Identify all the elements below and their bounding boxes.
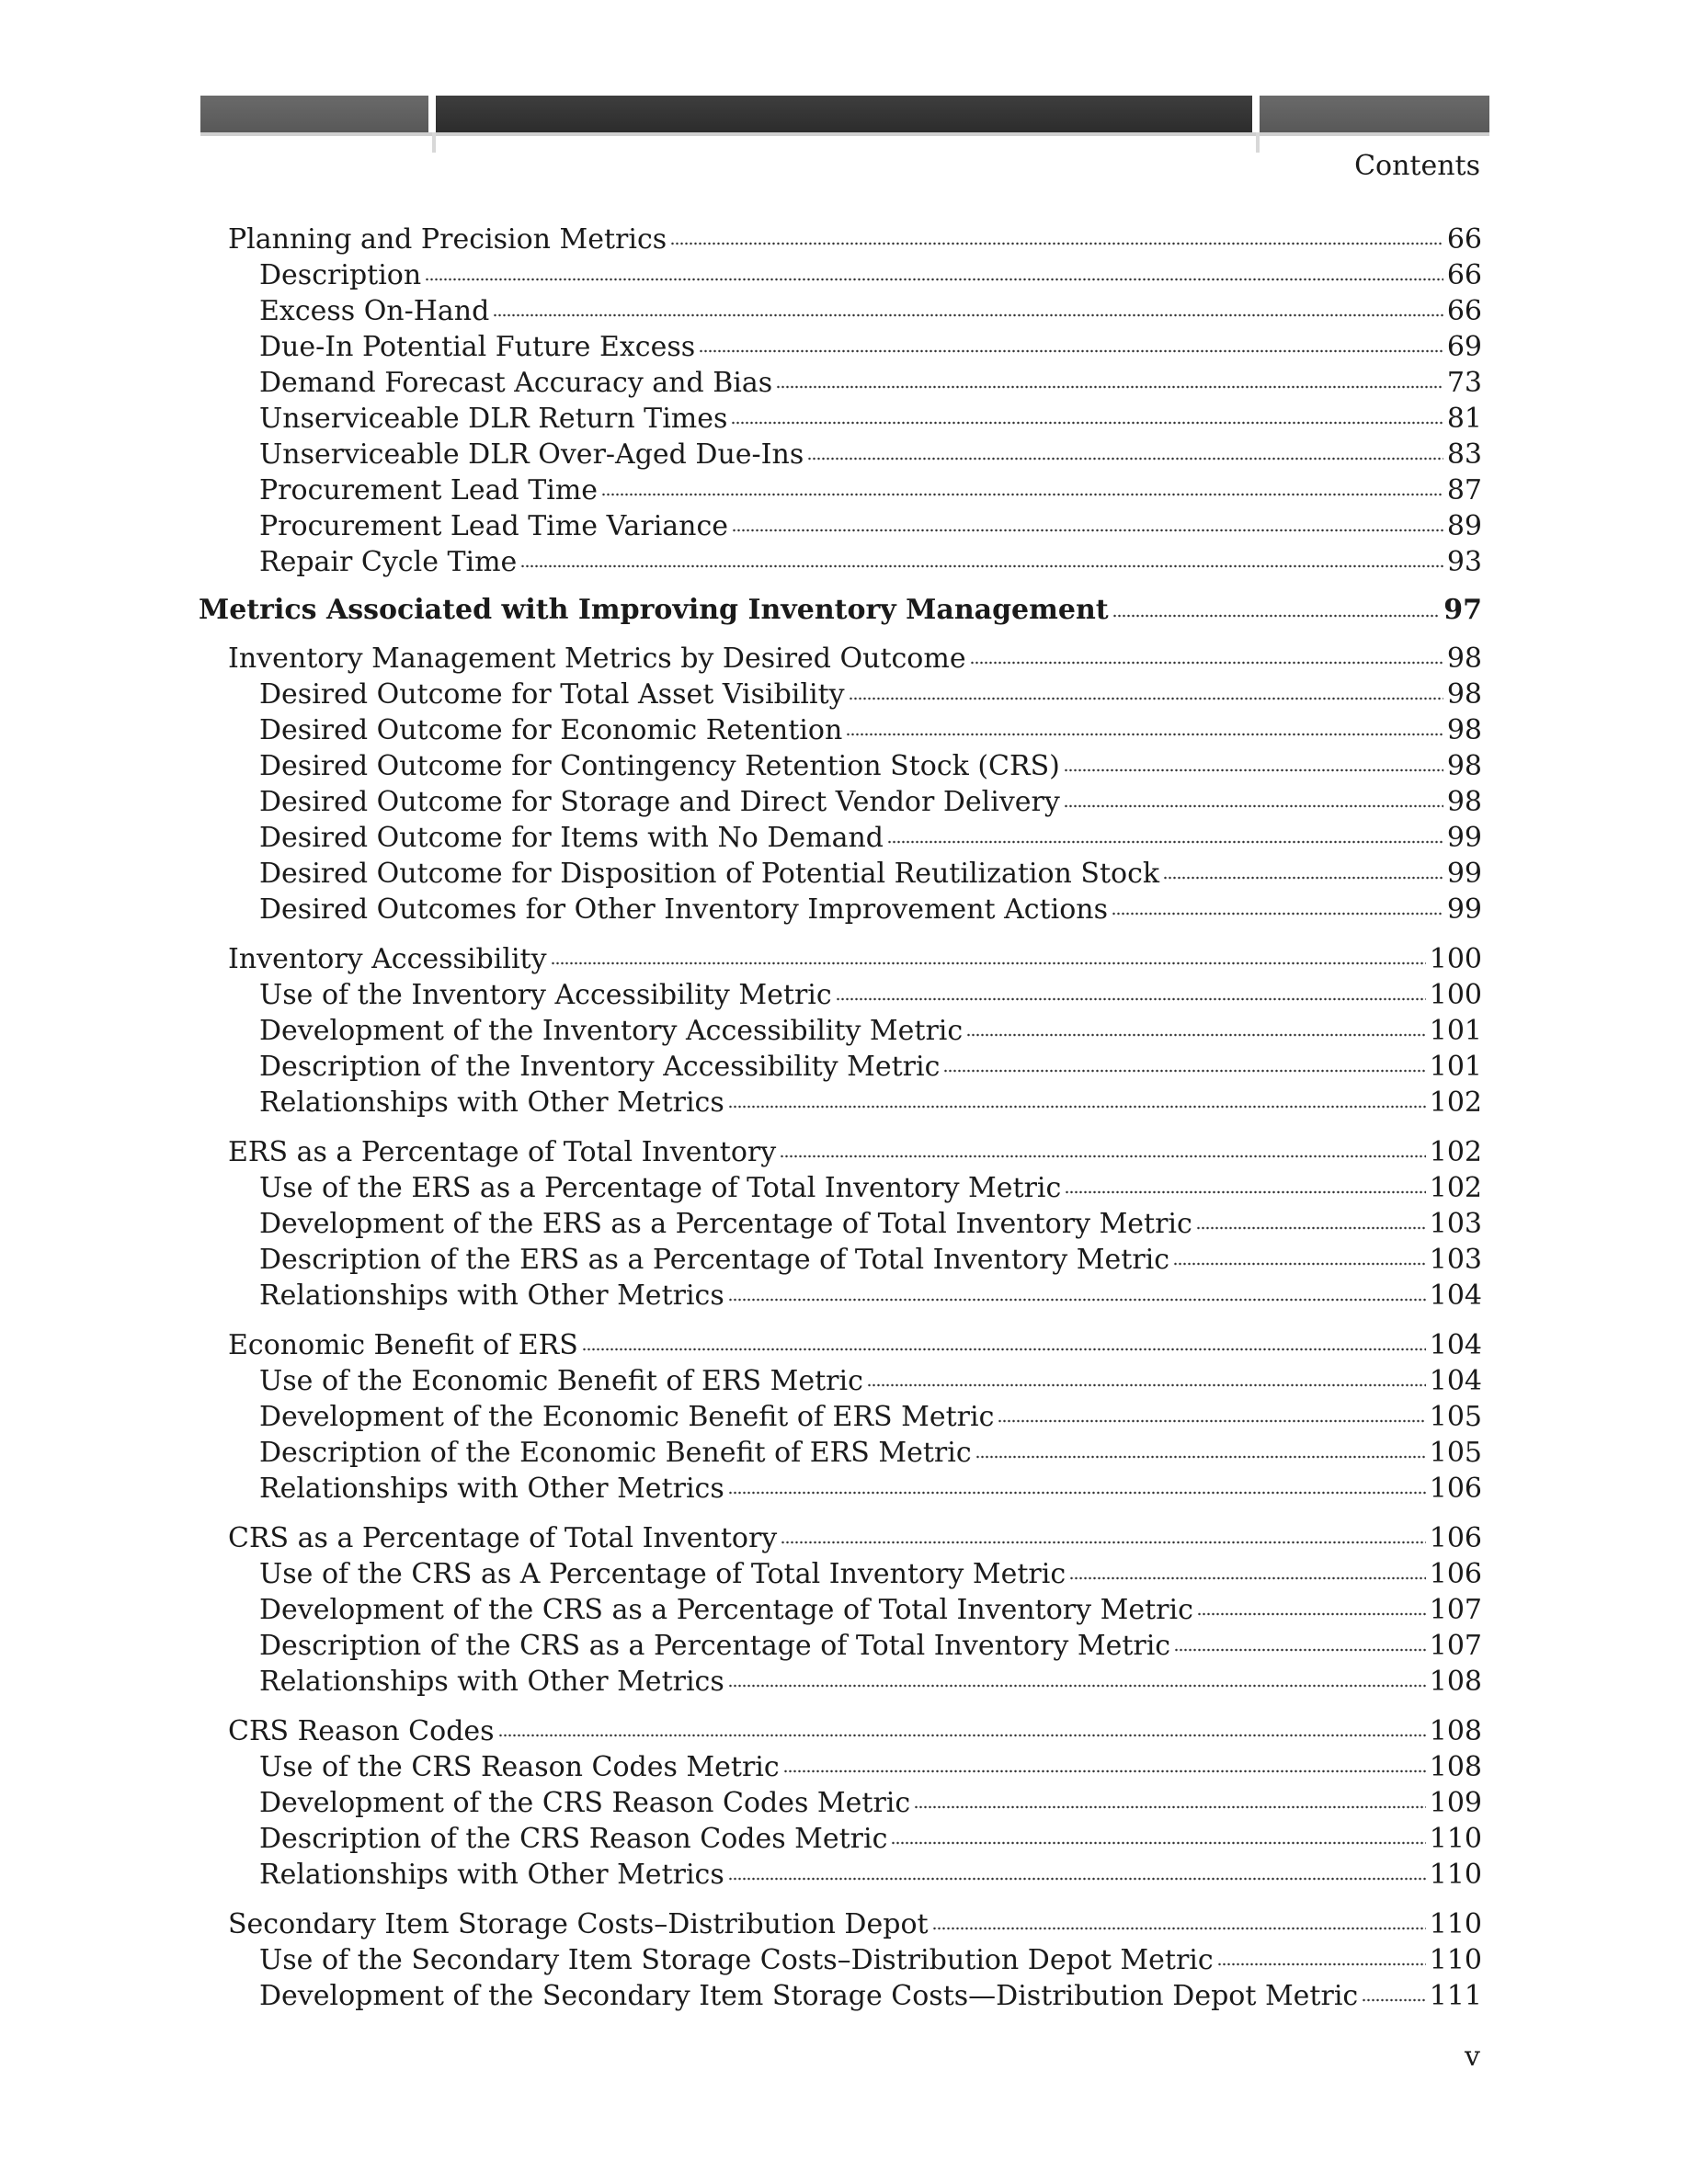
toc-entry[interactable] <box>199 1327 1482 1363</box>
toc-dot-leader <box>670 240 1443 247</box>
toc-dot-leader <box>836 995 1426 1003</box>
toc-entry-page: 99 <box>1446 893 1482 926</box>
toc-entry[interactable] <box>199 977 1482 1013</box>
toc-entry[interactable] <box>199 1821 1482 1857</box>
header-bar <box>200 96 1489 136</box>
toc-entry-page: 99 <box>1446 858 1482 890</box>
toc-entry-page: 87 <box>1446 474 1482 506</box>
toc-entry-page: 110 <box>1429 1823 1482 1855</box>
toc-entry[interactable] <box>199 401 1482 437</box>
toc-entry[interactable] <box>199 820 1482 856</box>
toc-dot-leader <box>914 1803 1426 1811</box>
toc-entry-title: Development of the ERS as a Percentage of Total Inventory Metric <box>259 1208 1192 1240</box>
toc-entry-page: 104 <box>1429 1280 1482 1312</box>
toc-dot-leader <box>493 312 1443 319</box>
toc-entry-page: 66 <box>1446 223 1482 256</box>
toc-dot-leader <box>1112 910 1443 917</box>
toc-entry-title: Use of the Secondary Item Storage Costs–Distribution Depot Metric <box>259 1944 1214 1976</box>
toc-dot-leader <box>970 659 1443 666</box>
toc-entry-title: Desired Outcome for Economic Retention <box>259 714 843 746</box>
table-of-contents <box>199 222 1482 2014</box>
toc-entry[interactable] <box>199 784 1482 820</box>
toc-entry-title: Desired Outcome for Disposition of Potential Reutilization Stock <box>259 858 1160 890</box>
toc-entry-page: 98 <box>1446 678 1482 711</box>
toc-entry-title: Desired Outcome for Total Asset Visibility <box>259 678 845 711</box>
toc-dot-leader <box>807 455 1443 462</box>
toc-entry-page: 102 <box>1429 1136 1482 1168</box>
toc-entry-page: 107 <box>1429 1630 1482 1662</box>
toc-dot-leader <box>867 1382 1426 1389</box>
toc-entry[interactable] <box>199 1278 1482 1314</box>
toc-dot-leader <box>849 695 1443 702</box>
toc-entry-title: Relationships with Other Metrics <box>259 1473 724 1505</box>
toc-dot-leader <box>975 1453 1426 1461</box>
toc-dot-leader <box>1174 1646 1426 1654</box>
toc-dot-leader <box>728 1682 1426 1689</box>
toc-entry-title: Economic Benefit of ERS <box>228 1329 578 1361</box>
toc-entry[interactable] <box>199 748 1482 784</box>
toc-entry[interactable] <box>199 856 1482 892</box>
toc-entry-title: Development of the Economic Benefit of ERS Metric <box>259 1401 995 1433</box>
toc-dot-leader <box>520 563 1443 570</box>
toc-entry-title: Relationships with Other Metrics <box>259 1859 724 1891</box>
toc-dot-leader <box>1064 802 1443 810</box>
toc-entry-title: Relationships with Other Metrics <box>259 1280 724 1312</box>
toc-dot-leader <box>425 276 1443 283</box>
toc-entry[interactable] <box>199 222 1482 257</box>
toc-dot-leader <box>699 347 1443 355</box>
toc-entry[interactable] <box>199 1785 1482 1821</box>
toc-dot-leader <box>1163 874 1443 882</box>
toc-entry-page: 104 <box>1429 1365 1482 1397</box>
toc-entry[interactable] <box>199 712 1482 748</box>
toc-entry-title: Unserviceable DLR Over-Aged Due-Ins <box>259 438 804 471</box>
toc-entry-page: 110 <box>1429 1859 1482 1891</box>
toc-dot-leader <box>728 1489 1426 1496</box>
toc-entry-page: 66 <box>1446 295 1482 327</box>
toc-entry-title: Description of the ERS as a Percentage of Total Inventory Metric <box>259 1244 1170 1276</box>
toc-entry-page: 106 <box>1429 1558 1482 1590</box>
toc-entry-title: Secondary Item Storage Costs–Distribution Depot <box>228 1908 929 1940</box>
toc-dot-leader <box>731 419 1443 427</box>
toc-entry-page: 99 <box>1446 822 1482 854</box>
toc-entry-page: 73 <box>1446 367 1482 399</box>
toc-entry-page: 102 <box>1429 1086 1482 1119</box>
toc-entry-title: Use of the ERS as a Percentage of Total Inventory Metric <box>259 1172 1062 1204</box>
toc-dot-leader <box>943 1067 1425 1075</box>
toc-entry-title: Use of the CRS as A Percentage of Total Inventory Metric <box>259 1558 1066 1590</box>
toc-entry-page: 100 <box>1429 979 1482 1011</box>
toc-dot-leader <box>783 1768 1426 1775</box>
toc-entry-page: 108 <box>1429 1751 1482 1783</box>
toc-entry[interactable] <box>199 1906 1482 1942</box>
toc-dot-leader <box>891 1839 1425 1847</box>
toc-entry-page: 108 <box>1429 1715 1482 1747</box>
toc-entry[interactable] <box>199 544 1482 580</box>
header-tick-right <box>1256 132 1260 153</box>
toc-entry-title: Inventory Management Metrics by Desired Outcome <box>228 643 966 675</box>
toc-entry-page: 105 <box>1429 1401 1482 1433</box>
toc-dot-leader <box>728 1875 1426 1883</box>
toc-entry-title: Procurement Lead Time Variance <box>259 510 729 542</box>
toc-entry-page: 98 <box>1446 750 1482 782</box>
toc-entry-page: 100 <box>1429 943 1482 975</box>
toc-dot-leader <box>1069 1575 1426 1582</box>
toc-entry-title: Description of the CRS as a Percentage of Total Inventory Metric <box>259 1630 1171 1662</box>
toc-entry[interactable] <box>199 1206 1482 1242</box>
toc-dot-leader <box>1173 1260 1426 1268</box>
toc-entry[interactable] <box>199 1399 1482 1435</box>
toc-entry[interactable] <box>199 1471 1482 1507</box>
toc-entry-page: 103 <box>1429 1208 1482 1240</box>
toc-entry-title: Development of the CRS Reason Codes Metric <box>259 1787 911 1819</box>
toc-entry[interactable] <box>199 257 1482 293</box>
toc-entry-title: Demand Forecast Accuracy and Bias <box>259 367 773 399</box>
toc-dot-leader <box>1217 1961 1426 1968</box>
toc-entry-title: Development of the CRS as a Percentage of Total Inventory Metric <box>259 1594 1193 1626</box>
toc-dot-leader <box>728 1103 1426 1110</box>
toc-entry-page: 98 <box>1446 714 1482 746</box>
toc-entry-title: Use of the Economic Benefit of ERS Metric <box>259 1365 863 1397</box>
toc-entry-title: Metrics Associated with Improving Inventory Management <box>199 594 1109 626</box>
toc-entry[interactable] <box>199 1749 1482 1785</box>
toc-entry-page: 109 <box>1429 1787 1482 1819</box>
toc-entry[interactable] <box>199 508 1482 544</box>
toc-entry-title: Procurement Lead Time <box>259 474 599 506</box>
toc-dot-leader <box>1065 1189 1425 1196</box>
toc-entry-title: Relationships with Other Metrics <box>259 1086 724 1119</box>
toc-dot-leader <box>1197 1610 1426 1618</box>
toc-entry[interactable] <box>199 941 1482 977</box>
header-tick-left <box>432 132 436 153</box>
toc-entry-title: Description of the Economic Benefit of ERS Metric <box>259 1437 972 1469</box>
toc-dot-leader <box>932 1925 1426 1932</box>
toc-entry[interactable] <box>199 892 1482 927</box>
toc-entry-title: Planning and Precision Metrics <box>228 223 667 256</box>
toc-entry[interactable] <box>199 1134 1482 1170</box>
header-bar-right-segment <box>1260 96 1489 132</box>
toc-entry-page: 101 <box>1429 1051 1482 1083</box>
toc-entry-page: 101 <box>1429 1015 1482 1047</box>
toc-entry[interactable] <box>199 1170 1482 1206</box>
toc-entry-title: CRS Reason Codes <box>228 1715 495 1747</box>
toc-dot-leader <box>601 491 1443 498</box>
toc-entry-page: 103 <box>1429 1244 1482 1276</box>
toc-entry[interactable] <box>199 365 1482 401</box>
toc-entry-title: ERS as a Percentage of Total Inventory <box>228 1136 777 1168</box>
toc-entry[interactable] <box>199 1857 1482 1893</box>
toc-entry-title: Description of the Inventory Accessibility Metric <box>259 1051 941 1083</box>
toc-entry[interactable] <box>199 1049 1482 1085</box>
toc-entry-page: 69 <box>1446 331 1482 363</box>
toc-entry-page: 83 <box>1446 438 1482 471</box>
toc-dot-leader <box>728 1296 1426 1303</box>
toc-dot-leader <box>780 1153 1426 1160</box>
toc-entry-title: Description of the CRS Reason Codes Metric <box>259 1823 888 1855</box>
toc-dot-leader <box>1362 1996 1426 2004</box>
toc-entry-page: 107 <box>1429 1594 1482 1626</box>
toc-entry[interactable] <box>199 1520 1482 1556</box>
toc-entry-page: 106 <box>1429 1473 1482 1505</box>
toc-entry-page: 98 <box>1446 786 1482 818</box>
toc-entry[interactable] <box>199 1242 1482 1278</box>
toc-entry[interactable] <box>199 1942 1482 1978</box>
toc-entry-title: Relationships with Other Metrics <box>259 1666 724 1698</box>
toc-entry[interactable] <box>199 1713 1482 1749</box>
toc-entry[interactable] <box>199 1435 1482 1471</box>
toc-entry-title: Excess On-Hand <box>259 295 490 327</box>
toc-entry-page: 81 <box>1446 403 1482 435</box>
toc-dot-leader <box>846 731 1443 738</box>
toc-entry-page: 89 <box>1446 510 1482 542</box>
toc-dot-leader <box>1064 767 1443 774</box>
toc-entry[interactable] <box>199 1664 1482 1700</box>
toc-dot-leader <box>551 960 1426 967</box>
toc-entry-page: 110 <box>1429 1944 1482 1976</box>
toc-entry[interactable] <box>199 641 1482 677</box>
toc-dot-leader <box>781 1539 1426 1546</box>
toc-entry-page: 93 <box>1446 546 1482 578</box>
toc-entry-title: Inventory Accessibility <box>228 943 547 975</box>
toc-dot-leader <box>887 838 1443 846</box>
toc-dot-leader <box>998 1417 1425 1425</box>
header-bar-middle-segment <box>436 96 1252 132</box>
toc-entry-page: 98 <box>1446 643 1482 675</box>
toc-dot-leader <box>582 1346 1426 1353</box>
toc-entry-page: 105 <box>1429 1437 1482 1469</box>
toc-entry-title: Repair Cycle Time <box>259 546 518 578</box>
toc-dot-leader <box>498 1732 1426 1739</box>
toc-entry[interactable] <box>199 293 1482 329</box>
toc-entry-page: 102 <box>1429 1172 1482 1204</box>
toc-dot-leader <box>776 383 1443 391</box>
header-bar-shadow <box>200 132 1489 136</box>
toc-entry-page: 110 <box>1429 1908 1482 1940</box>
toc-entry[interactable] <box>199 1592 1482 1628</box>
toc-entry-page: 104 <box>1429 1329 1482 1361</box>
toc-entry-title: Desired Outcome for Storage and Direct Vendor Delivery <box>259 786 1060 818</box>
toc-entry[interactable] <box>199 591 1482 630</box>
header-bar-left-segment <box>200 96 428 132</box>
toc-entry-title: Description <box>259 259 422 291</box>
toc-entry[interactable] <box>199 1013 1482 1049</box>
toc-entry-title: Use of the Inventory Accessibility Metric <box>259 979 832 1011</box>
toc-entry-page: 97 <box>1443 594 1482 626</box>
toc-entry-title: Desired Outcomes for Other Inventory Improvement Actions <box>259 893 1108 926</box>
toc-entry[interactable] <box>199 1978 1482 2014</box>
toc-entry-page: 111 <box>1429 1980 1482 2012</box>
toc-dot-leader <box>1112 612 1441 620</box>
toc-entry[interactable] <box>199 1363 1482 1399</box>
toc-entry-page: 108 <box>1429 1666 1482 1698</box>
toc-entry-title: Desired Outcome for Items with No Demand <box>259 822 884 854</box>
toc-entry-page: 66 <box>1446 259 1482 291</box>
toc-dot-leader <box>1196 1224 1426 1232</box>
toc-entry[interactable] <box>199 1628 1482 1664</box>
toc-entry-title: CRS as a Percentage of Total Inventory <box>228 1522 778 1554</box>
toc-entry-title: Unserviceable DLR Return Times <box>259 403 728 435</box>
toc-entry[interactable] <box>199 1556 1482 1592</box>
toc-entry[interactable] <box>199 1085 1482 1120</box>
toc-dot-leader <box>732 527 1443 534</box>
page-number: v <box>1465 2041 1480 2073</box>
toc-entry[interactable] <box>199 677 1482 712</box>
toc-entry-title: Desired Outcome for Contingency Retention Stock (CRS) <box>259 750 1060 782</box>
toc-dot-leader <box>966 1031 1426 1039</box>
toc-entry[interactable] <box>199 472 1482 508</box>
toc-entry[interactable] <box>199 329 1482 365</box>
toc-entry-title: Development of the Inventory Accessibility Metric <box>259 1015 964 1047</box>
toc-entry-title: Due-In Potential Future Excess <box>259 331 696 363</box>
toc-entry-title: Use of the CRS Reason Codes Metric <box>259 1751 780 1783</box>
toc-entry-title: Development of the Secondary Item Storage Costs—Distribution Depot Metric <box>259 1980 1359 2012</box>
toc-entry-page: 106 <box>1429 1522 1482 1554</box>
toc-entry[interactable] <box>199 437 1482 472</box>
running-header-title: Contents <box>1354 150 1480 182</box>
